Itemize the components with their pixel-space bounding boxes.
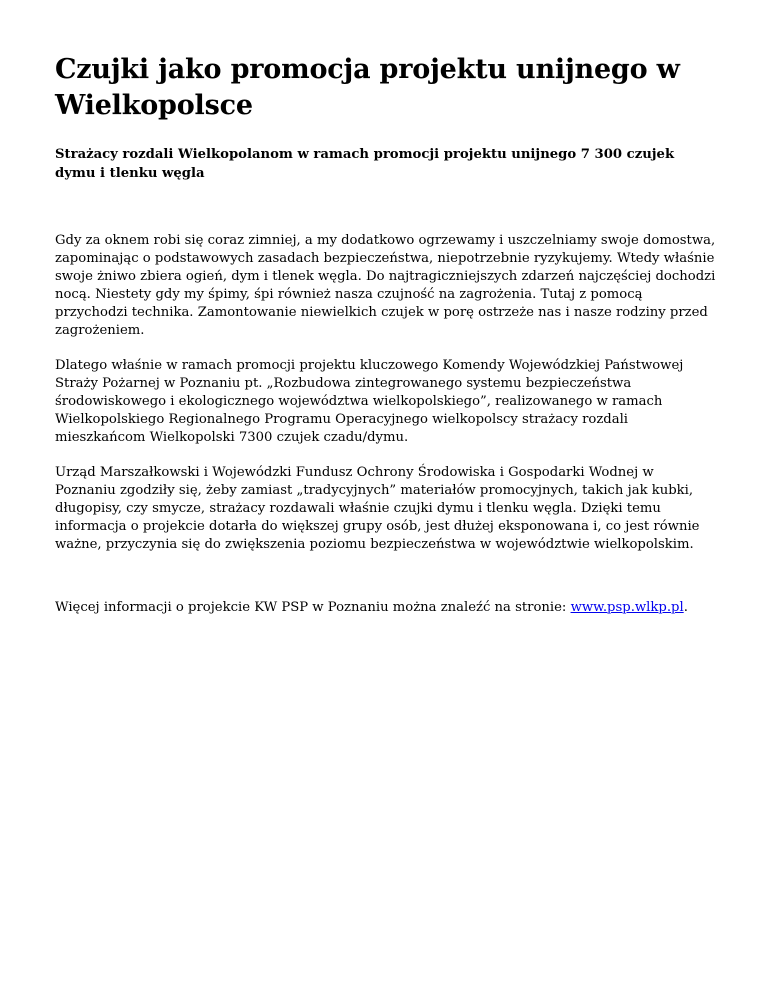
more-info-suffix: . (683, 600, 688, 615)
article (55, 52, 718, 617)
paragraph-2: Dlatego właśnie w ramach promocji projektu kluczowego Komendy Wojewódzkiej Państwowej Straży Pożarnej w Poznaniu pt. „Rozbudowa zintegrowanego systemu bezpieczeństwa środowiskowego i ekologicznego województwa wielkopolskiego”, realizowanego w ramach Wielkopolskiego Regionalnego Programu Operacyjnego wielkopolscy strażacy rozdali mieszkańcom Wielkopolski 7300 czujek czadu/dymu. (55, 358, 684, 445)
more-info-text: Więcej informacji o projekcie KW PSP w Poznaniu można znaleźć na stronie: (55, 600, 571, 615)
page-title: Czujki jako promocja projektu unijnego w Wielkopolsce (55, 54, 680, 121)
article-lead: Strażacy rozdali Wielkopolanom w ramach promocji projektu unijnego 7 300 czujek dymu i tlenku węgla (55, 147, 675, 181)
paragraph-3: Urząd Marszałkowski i Wojewódzki Fundusz Ochrony Środowiska i Gospodarki Wodnej w Poznaniu zgodziły się, żeby zamiast „tradycyjnych” materiałów promocyjnych, takich jak kubki, długopisy, czy smycze, strażacy rozdawali właśnie czujki dymu i tlenku węgla. Dzięki temu informacja o projekcie dotarła do większej grupy osób, jest dłużej eksponowana i, co jest równie ważne, przyczynia się do zwiększenia poziomu bezpieczeństwa w województwie wielkopolskim. (55, 465, 700, 552)
website-link[interactable]: www.psp.wlkp.pl (570, 600, 684, 615)
more-info-paragraph (55, 599, 718, 617)
paragraph-1: Gdy za oknem robi się coraz zimniej, a my dodatkowo ogrzewamy i uszczelniamy swoje domostwa, zapominając o podstawowych zasadach bezpieczeństwa, niepotrzebnie ryzykujemy. Wtedy właśnie swoje żniwo zbiera ogień, dym i tlenek węgla. Do najtragiczniejszych zdarzeń najczęściej dochodzi nocą. Niestety gdy my śpimy, śpi również nasza czujność na zagrożenia. Tutaj z pomocą przychodzi technika. Zamontowanie niewielkich czujek w porę ostrzeże nas i nasze rodziny przed zagrożeniem. (55, 233, 716, 338)
